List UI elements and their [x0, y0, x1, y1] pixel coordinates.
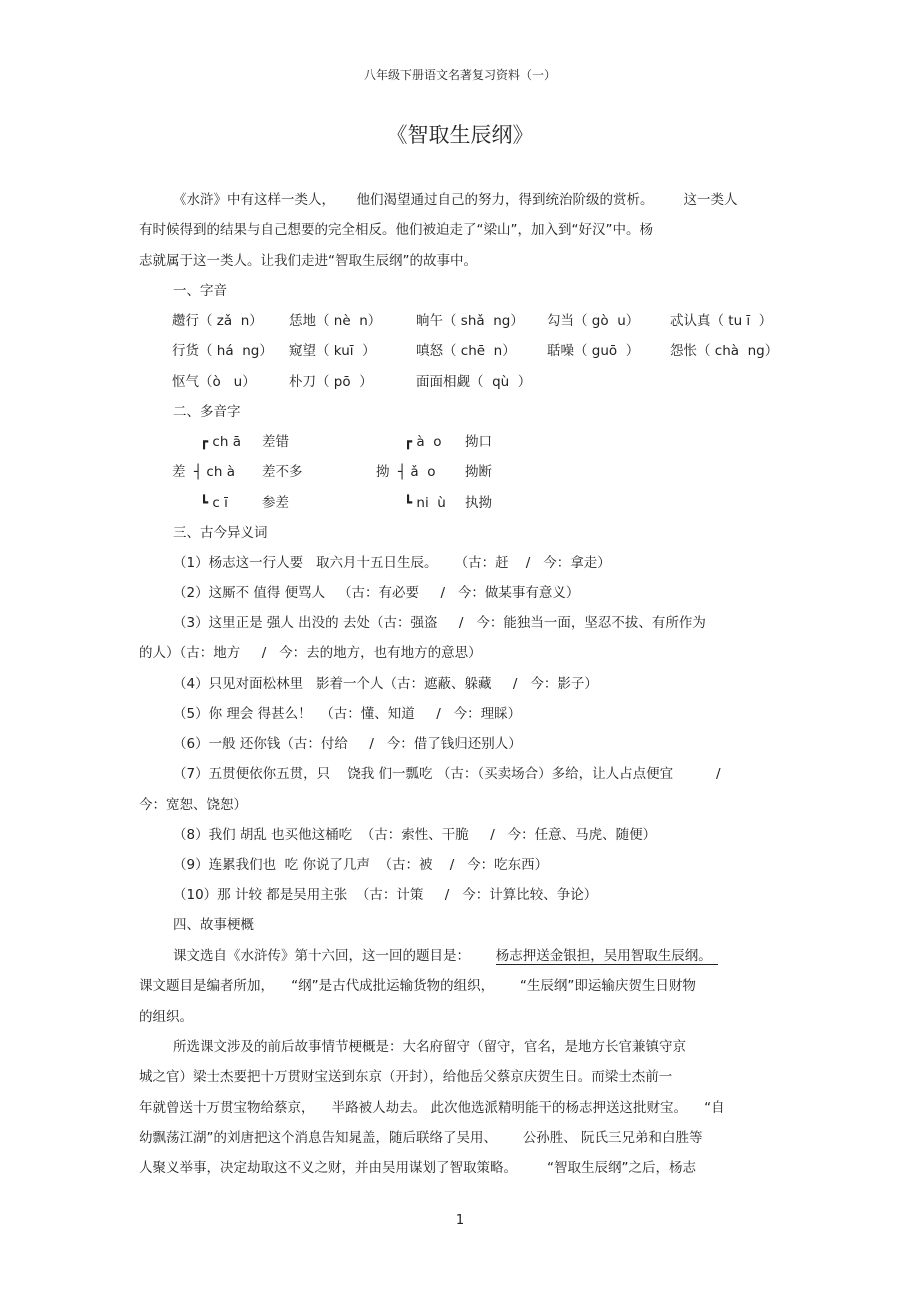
gujin-item: （9）连累我们也 吃 你说了几声 （古：被 / 今：吃东西） — [173, 857, 549, 873]
page-number: 1 — [455, 1213, 465, 1228]
pinyin-item: 嗔怒（ chē n） — [416, 343, 516, 359]
story-line: 所选课文涉及的前后故事情节梗概是：大名府留守（留守，官名，是地方长官兼镇守京 — [173, 1039, 686, 1055]
poly-reading: ┗ c ī — [200, 495, 228, 511]
gujin-item: 的人）（古：地方 / 今：去的地方，也有地方的意思） — [139, 645, 482, 661]
poly-word: 拗断 — [465, 464, 492, 480]
poly-reading: ┤ ch à — [194, 464, 235, 480]
poly-word: 拗口 — [465, 434, 492, 450]
pinyin-item: 怄气（ò u） — [172, 374, 256, 390]
gujin-item: （8）我们 胡乱 也买他这桶吃 （古：索性、干脆 / 今：任意、马虎、随便） — [173, 827, 657, 843]
poly-reading: ┗ ni ù — [404, 495, 446, 511]
gujin-item: （4）只见对面松林里 影着一个人（古：遮蔽、躲藏 / 今：影子） — [173, 676, 598, 692]
intro-line: 有时候得到的结果与自己想要的完全相反。他们被迫走了“梁山”，加入到“好汉”中。杨 — [139, 222, 653, 238]
section-heading: 一、字音 — [173, 283, 227, 299]
section-heading: 三、古今异义词 — [173, 525, 268, 541]
pinyin-item: 行货（ há ng） — [172, 343, 273, 359]
poly-word: 参差 — [262, 495, 289, 511]
chapter-title-underlined: 杨志押送金银担，吴用智取生辰纲。 — [496, 948, 718, 965]
section-heading: 四、故事梗概 — [173, 917, 254, 933]
pinyin-item: 窥望（ kuī ） — [289, 343, 376, 359]
story-line: 幼飘荡江湖”的刘唐把这个消息告知晁盖，随后联络了吴用、 公孙胜、 阮氏三兄弟和白胜等 — [139, 1130, 703, 1146]
gujin-item: （5）你 理会 得甚么！ （古：懂、知道 / 今：理睬） — [173, 706, 522, 722]
pinyin-item: 聒噪（ guō ） — [547, 343, 640, 359]
gujin-item: （2）这厮不 值得 便骂人 （古：有必要 / 今：做某事有意义） — [173, 585, 580, 601]
poly-reading: ┏ à o — [404, 434, 442, 450]
pinyin-item: 面面相觑（ qù ） — [416, 374, 532, 390]
pinyin-item: 晌午（ shǎ ng） — [416, 313, 524, 329]
gujin-item: （7）五贯便依你五贯，只 饶我 们一瓢吃 （古：（买卖场合）多给，让人占点便宜 / — [173, 766, 721, 782]
poly-char: 差 — [172, 464, 186, 480]
pinyin-item: 怨怅（ chà ng） — [670, 343, 779, 359]
gujin-item: （1）杨志这一行人要 取六月十五日生辰。 （古：赶 / 今：拿走） — [173, 555, 611, 571]
intro-line: 《水浒》中有这样一类人， 他们渴望通过自己的努力，得到统治阶级的赏析。 这一类人 — [173, 192, 738, 208]
poly-reading: ┤ ǎ o — [398, 464, 436, 480]
story-prefix: 课文选自《水浒传》第十六回，这一回的题目是： — [173, 948, 496, 964]
gujin-item: （6）一般 还你钱（古：付给 / 今：借了钱归还别人） — [173, 736, 522, 752]
gujin-item: （3）这里正是 强人 出没的 去处（古：强盗 / 今：能独当一面，坚忍不拔、有所作为 — [173, 615, 706, 631]
story-line: 年就曾送十万贯宝物给蔡京， 半路被人劫去。 此次他选派精明能干的杨志押送这批财宝。 “自 — [139, 1100, 725, 1116]
intro-line: 志就属于这一类人。让我们走进“智取生辰纲”的故事中。 — [139, 253, 477, 269]
gujin-item: （10）那 计较 都是吴用主张 （古：计策 / 今：计算比较、争论） — [173, 887, 598, 903]
story-line — [173, 947, 718, 965]
section-heading: 二、多音字 — [173, 404, 241, 420]
story-line: 的组织。 — [139, 1009, 193, 1025]
story-line: 课文题目是编者所加， “纲”是古代成批运输货物的组织， “生辰纲”即运输庆贺生日财物 — [139, 978, 696, 994]
pinyin-item: 趱行（ zǎ n） — [172, 313, 263, 329]
page-header: 八年级下册语文名著复习资料（一） — [363, 68, 556, 82]
pinyin-item: 恁地（ nè n） — [289, 313, 382, 329]
pinyin-item: 勾当（ gò u） — [547, 313, 640, 329]
poly-word: 差不多 — [262, 464, 303, 480]
pinyin-item: 朴刀（ pō ） — [289, 374, 373, 390]
story-line: 城之官）梁士杰要把十万贯财宝送到东京（开封），给他岳父蔡京庆贺生日。而梁士杰前一 — [139, 1069, 673, 1085]
poly-reading: ┏ ch ā — [200, 434, 241, 450]
story-line: 人聚义举事，决定劫取这不义之财，并由吴用谋划了智取策略。 “智取生辰纲”之后，杨志 — [139, 1160, 697, 1176]
pinyin-item: 忒认真（ tu ī ） — [670, 313, 773, 329]
poly-word: 差错 — [262, 434, 289, 450]
poly-char: 拗 — [376, 464, 390, 480]
document-title: 《智取生辰纲》 — [386, 123, 534, 147]
gujin-item: 今：宽恕、饶恕） — [139, 797, 247, 813]
poly-word: 执拗 — [465, 495, 492, 511]
